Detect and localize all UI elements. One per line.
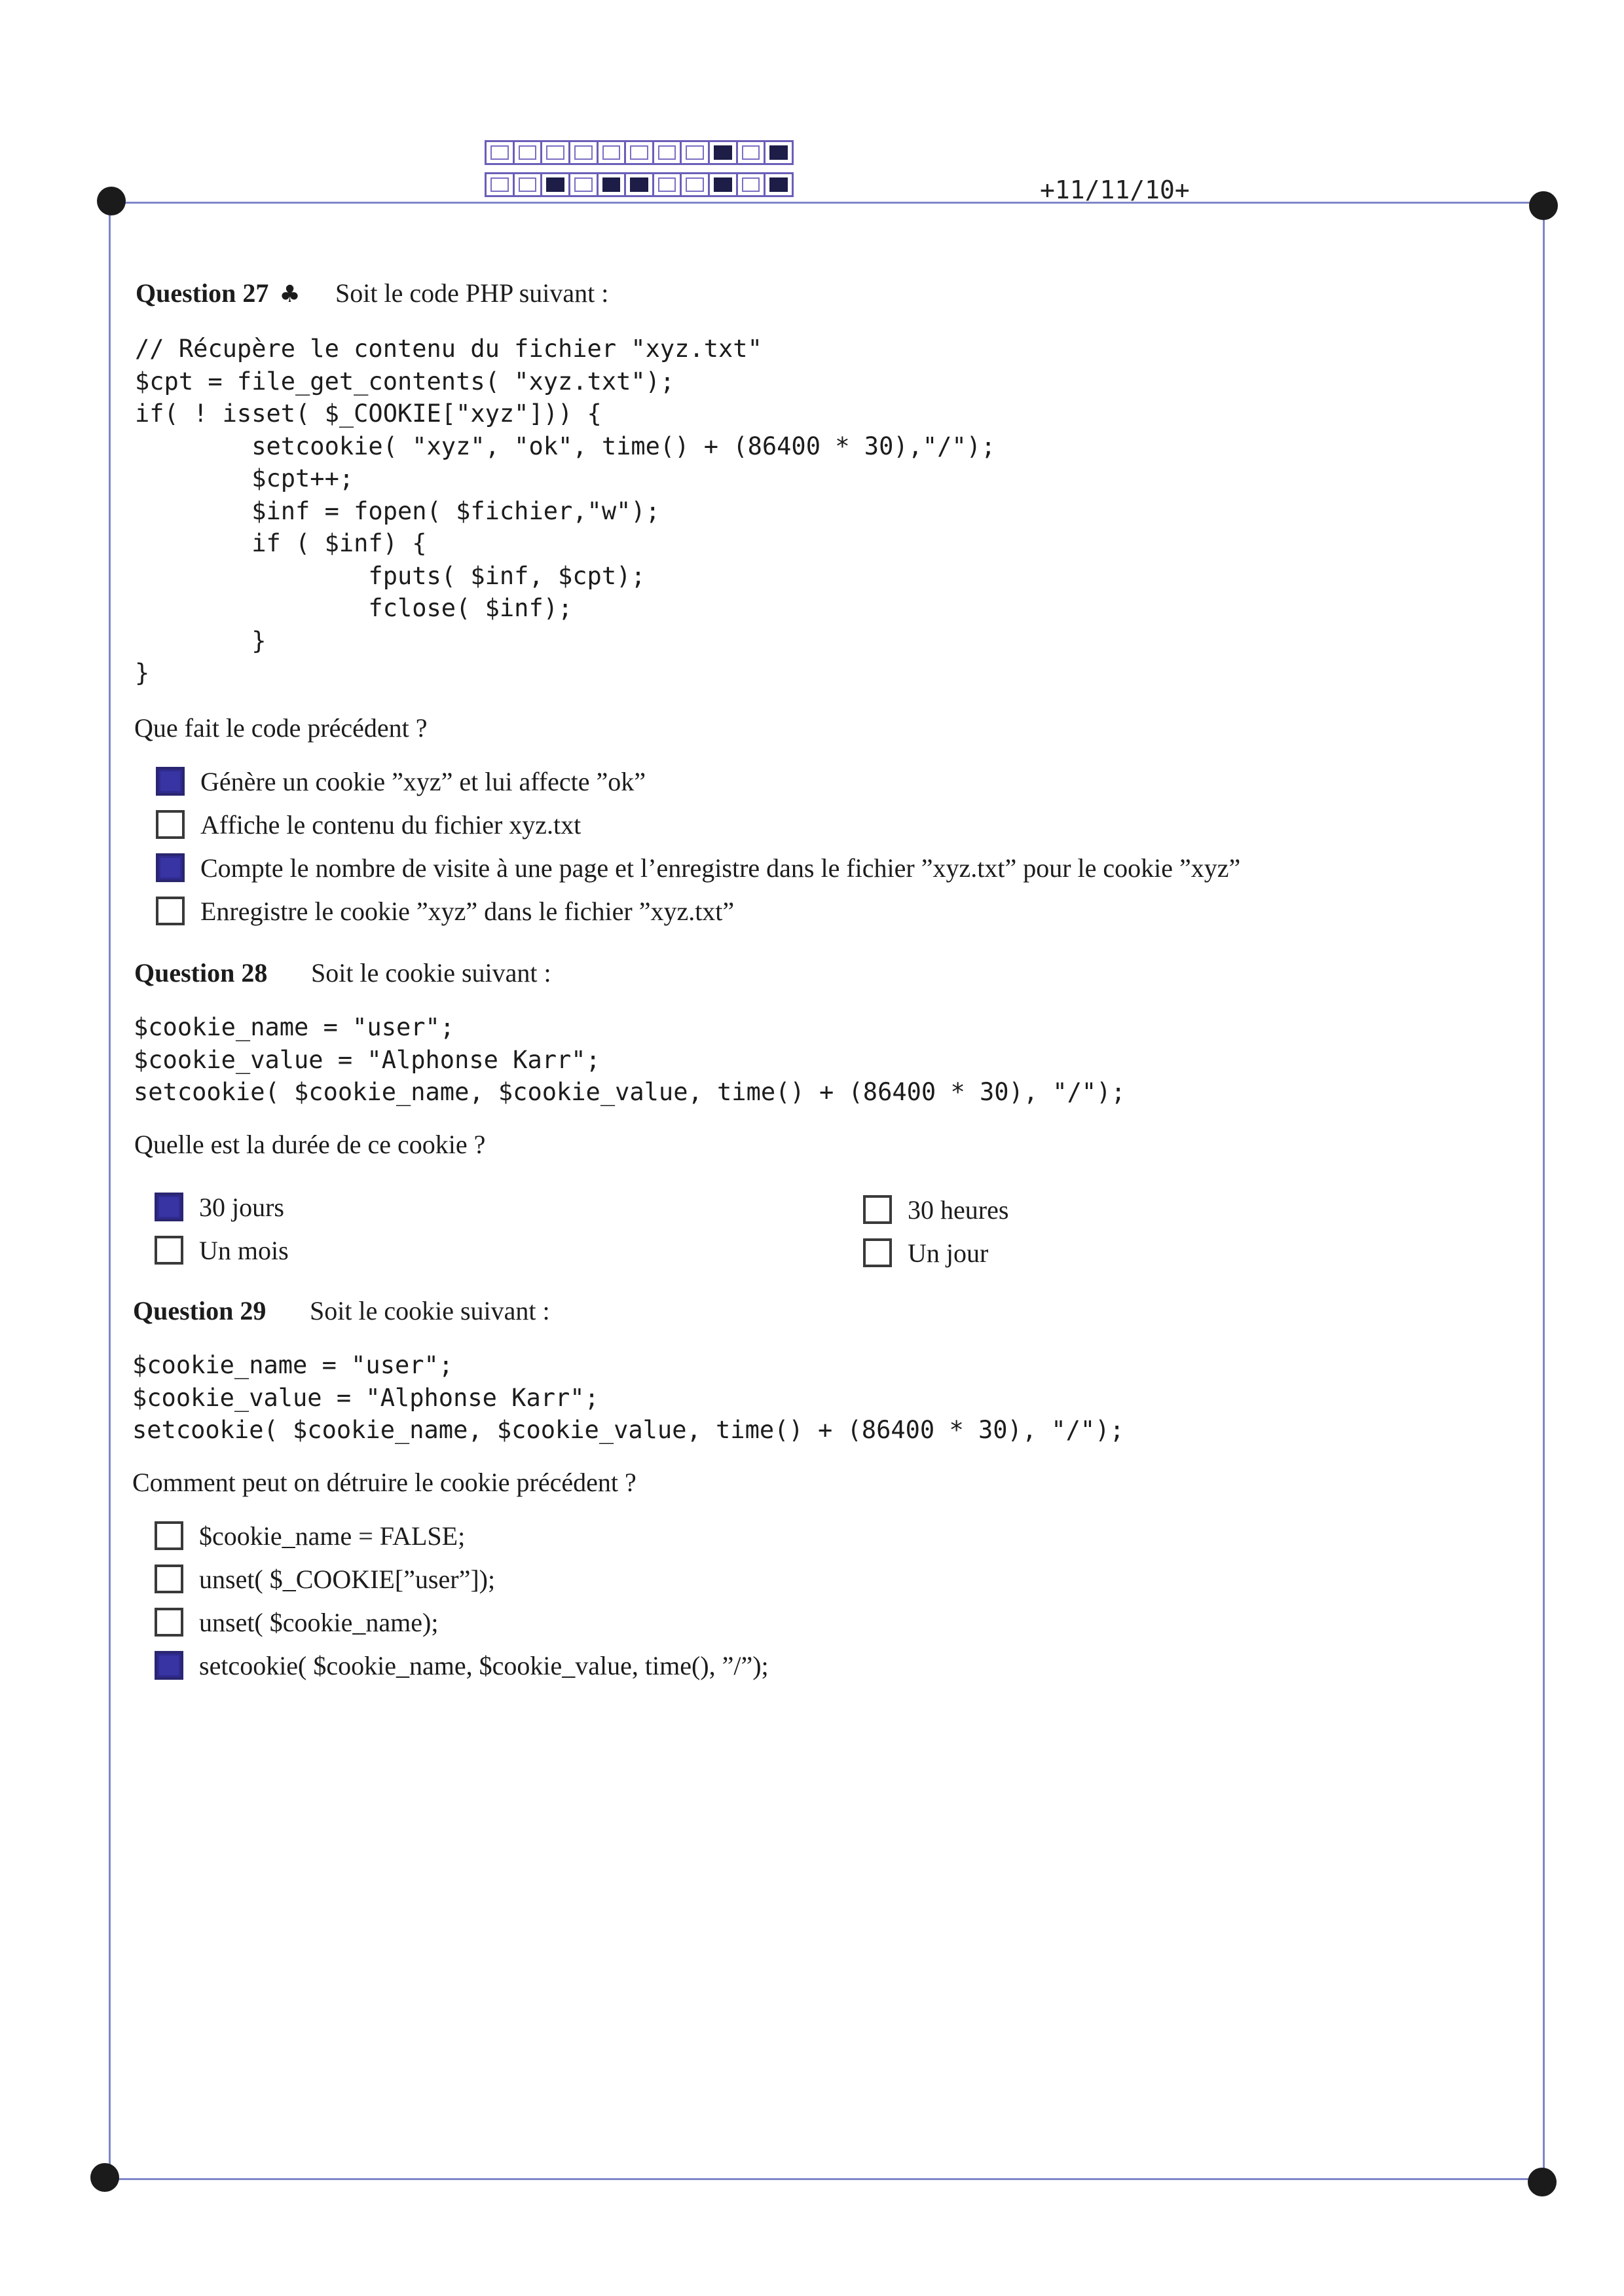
- question-27-heading: [136, 278, 609, 308]
- question-number: Question 27: [136, 278, 269, 308]
- answer-label: 30 heures: [908, 1194, 1009, 1225]
- answer-option[interactable]: [863, 1193, 1008, 1226]
- barcode-cell: [487, 142, 515, 163]
- barcode-cell: [766, 142, 792, 163]
- club-icon: ♣: [279, 281, 301, 308]
- barcode-cell: [542, 174, 570, 195]
- frame-right-line: [1543, 202, 1545, 2178]
- answer-option[interactable]: [156, 895, 734, 927]
- answer-label: unset( $cookie_name);: [199, 1607, 439, 1637]
- corner-marker-top-left: [97, 187, 126, 215]
- barcode-cell: [599, 142, 627, 163]
- barcode-cell: [570, 142, 599, 163]
- checkbox[interactable]: [156, 810, 185, 839]
- answer-label: $cookie_name = FALSE;: [199, 1521, 466, 1551]
- checkbox[interactable]: [156, 853, 185, 882]
- answer-label: 30 jours: [199, 1192, 284, 1222]
- barcode-cell: [599, 174, 627, 195]
- answer-option[interactable]: [156, 765, 646, 798]
- question-number: Question 29: [133, 1296, 267, 1325]
- barcode-cell: [710, 142, 738, 163]
- barcode-cell: [515, 174, 543, 195]
- code-block-28: $cookie_name = "user"; $cookie_value = "Alphonse Karr"; setcookie( $cookie_name, $cookie_value, time() + (86400 * 30), "/");: [134, 1013, 1126, 1106]
- question-intro: Soit le cookie suivant :: [311, 958, 551, 988]
- frame-bottom-line: [105, 2178, 1545, 2180]
- corner-marker-top-right: [1529, 191, 1558, 220]
- barcode-cell: [542, 142, 570, 163]
- barcode-row-1: [485, 140, 794, 165]
- checkbox[interactable]: [156, 897, 185, 925]
- frame-top-line: [111, 202, 1545, 204]
- checkbox[interactable]: [155, 1193, 183, 1221]
- answer-label: Affiche le contenu du fichier xyz.txt: [200, 809, 581, 840]
- answer-option[interactable]: [156, 808, 581, 841]
- answer-label: unset( $_COOKIE[”user”]);: [199, 1564, 496, 1594]
- checkbox[interactable]: [863, 1195, 892, 1224]
- question-intro: Soit le cookie suivant :: [310, 1296, 550, 1325]
- barcode-cell: [738, 174, 766, 195]
- question-intro: Soit le code PHP suivant :: [335, 278, 609, 308]
- checkbox[interactable]: [155, 1521, 183, 1550]
- answer-label: Compte le nombre de visite à une page et l’enregistre dans le fichier ”xyz.txt” pour le cookie ”xyz”: [200, 853, 1241, 883]
- question-prompt-29: Comment peut on détruire le cookie précédent ?: [132, 1468, 637, 1497]
- checkbox[interactable]: [155, 1565, 183, 1593]
- frame-left-line: [109, 202, 111, 2178]
- barcode-cell: [682, 174, 710, 195]
- corner-marker-bottom-right: [1528, 2168, 1557, 2196]
- barcode-cell: [487, 174, 515, 195]
- answer-label: Un jour: [908, 1238, 989, 1268]
- code-block-29: $cookie_name = "user"; $cookie_value = "Alphonse Karr"; setcookie( $cookie_name, $cookie_value, time() + (86400 * 30), "/");: [132, 1351, 1124, 1444]
- answer-label: Un mois: [199, 1235, 289, 1265]
- checkbox[interactable]: [155, 1236, 183, 1265]
- barcode-cell: [570, 174, 599, 195]
- answer-option[interactable]: [155, 1519, 465, 1552]
- question-number: Question 28: [134, 958, 268, 988]
- barcode-cell: [654, 174, 682, 195]
- question-prompt-27: Que fait le code précédent ?: [134, 713, 428, 743]
- answer-option[interactable]: [156, 851, 1240, 884]
- answer-option[interactable]: [155, 1563, 495, 1595]
- answer-option[interactable]: [155, 1234, 289, 1267]
- answer-option[interactable]: [155, 1649, 769, 1682]
- answer-option[interactable]: [863, 1236, 988, 1269]
- corner-marker-bottom-left: [90, 2163, 119, 2192]
- question-prompt-28: Quelle est la durée de ce cookie ?: [134, 1130, 486, 1159]
- barcode-cell: [626, 174, 654, 195]
- barcode-cell: [654, 142, 682, 163]
- barcode-row-2: [485, 172, 794, 197]
- checkbox[interactable]: [155, 1608, 183, 1637]
- barcode-cell: [515, 142, 543, 163]
- barcode-cell: [738, 142, 766, 163]
- barcode-cell: [766, 174, 792, 195]
- barcode-cell: [682, 142, 710, 163]
- answer-option[interactable]: [155, 1606, 438, 1639]
- barcode-cell: [626, 142, 654, 163]
- question-28-heading: [134, 957, 551, 988]
- checkbox[interactable]: [156, 767, 185, 796]
- page-id: +11/11/10+: [1040, 176, 1190, 204]
- answer-label: setcookie( $cookie_name, $cookie_value, time(), ”/”);: [199, 1650, 769, 1680]
- checkbox[interactable]: [863, 1238, 892, 1267]
- barcode-cell: [710, 174, 738, 195]
- answer-option[interactable]: [155, 1191, 284, 1223]
- checkbox[interactable]: [155, 1651, 183, 1680]
- code-block-27: // Récupère le contenu du fichier "xyz.txt" $cpt = file_get_contents( "xyz.txt"); if( ! isset( $_COOKIE["xyz"])) { setcookie( "xyz", "ok", time() + (86400 * 30),"/"); $cpt++; $inf = fopen( $fichier,"w"); if ( $inf) { fputs( $inf, $cpt); fclose( $inf); } }: [135, 335, 996, 687]
- question-29-heading: [133, 1295, 550, 1326]
- answer-label: Enregistre le cookie ”xyz” dans le fichier ”xyz.txt”: [200, 896, 735, 926]
- answer-label: Génère un cookie ”xyz” et lui affecte ”ok”: [200, 766, 646, 796]
